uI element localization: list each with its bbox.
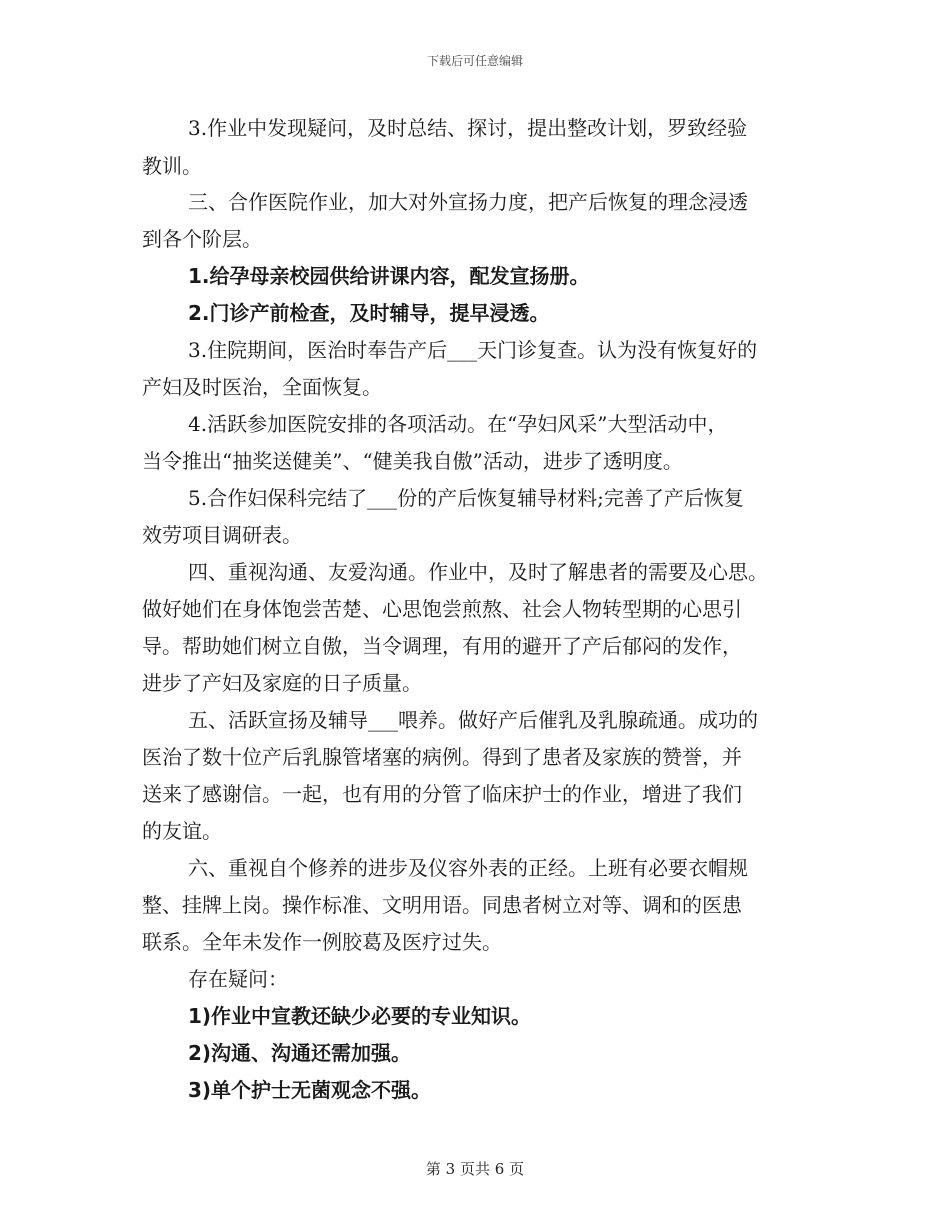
paragraph-line: 效劳项目调研表。 <box>142 523 302 547</box>
paragraph-line: 导。帮助她们树立自傲，当令调理，有用的避开了产后郁闷的发作， <box>142 634 742 658</box>
bold-list-item: 3)单个护士无菌观念不强。 <box>188 1078 432 1102</box>
bold-list-item: 2)沟通、沟通还需加强。 <box>188 1041 412 1065</box>
paragraph-line: 做好她们在身体饱尝苦楚、心思饱尝煎熬、社会人物转型期的心思引 <box>142 597 742 621</box>
paragraph-line: 三、合作医院作业，加大对外宣扬力度，把产后恢复的理念浸透 <box>188 190 748 214</box>
paragraph-line: 3.作业中发现疑问，及时总结、探讨，提出整改计划，罗致经验 <box>188 116 748 140</box>
page-header: 下载后可任意编辑 <box>426 54 523 68</box>
paragraph-line: 送来了感谢信。一起，也有用的分管了临床护士的作业，增进了我们 <box>142 782 742 806</box>
paragraph-line: 5.合作妇保科完结了___份的产后恢复辅导材料;完善了产后恢复 <box>188 486 744 510</box>
paragraph-line: 到各个阶层。 <box>142 227 262 251</box>
paragraph-line: 进步了产妇及家庭的日子质量。 <box>142 671 422 695</box>
paragraph-line: 存在疑问： <box>188 967 288 991</box>
page-number-footer: 第 3 页共 6 页 <box>425 1160 525 1178</box>
bold-list-item: 2.门诊产前检查，及时辅导，提早浸透。 <box>188 301 550 325</box>
paragraph-line: 联系。全年未发作一例胶葛及医疗过失。 <box>142 930 502 954</box>
paragraph-line: 4.活跃参加医院安排的各项活动。在“孕妇风采”大型活动中， <box>188 412 728 436</box>
paragraph-line: 当令推出“抽奖送健美”、“健美我自傲”活动，进步了透明度。 <box>142 449 683 473</box>
paragraph-line: 产妇及时医治，全面恢复。 <box>142 375 382 399</box>
bold-list-item: 1)作业中宣教还缺少必要的专业知识。 <box>188 1004 532 1028</box>
paragraph-line: 六、重视自个修养的进步及仪容外表的正经。上班有必要衣帽规 <box>188 856 748 880</box>
paragraph-line: 医治了数十位产后乳腺管堵塞的病例。得到了患者及家族的赞誉，并 <box>142 745 742 769</box>
paragraph-line: 教训。 <box>142 154 202 178</box>
paragraph-line: 五、活跃宣扬及辅导___喂养。做好产后催乳及乳腺疏通。成功的 <box>188 708 758 732</box>
paragraph-line: 3.住院期间，医治时奉告产后___天门诊复查。认为没有恢复好的 <box>188 338 758 362</box>
paragraph-line: 的友谊。 <box>142 819 222 843</box>
paragraph-line: 四、重视沟通、友爱沟通。作业中，及时了解患者的需要及心思。 <box>188 560 768 584</box>
bold-list-item: 1.给孕母亲校园供给讲课内容，配发宣扬册。 <box>188 264 590 288</box>
paragraph-line: 整、挂牌上岗。操作标准、文明用语。同患者树立对等、调和的医患 <box>142 893 742 917</box>
